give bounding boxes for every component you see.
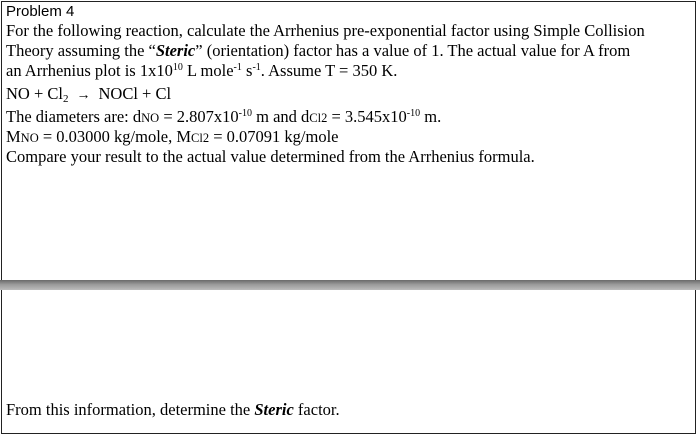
plus-sign: + (137, 84, 156, 103)
followup-question (6, 400, 340, 420)
problem-text-fragment: m. (420, 107, 442, 126)
exponent: -10 (406, 108, 421, 119)
compare-instruction: Compare your result to the actual value determined from the Arrhenius formula. (6, 147, 535, 166)
problem-text-fragment: M (6, 127, 21, 146)
problem-text-fragment: Theory assuming the “ (6, 41, 156, 60)
subscript-label: Cl (309, 111, 322, 125)
product-nocl: NOCl (98, 84, 138, 103)
reactant-no: NO (6, 84, 30, 103)
steric-term: Steric (155, 41, 196, 60)
reaction-arrow-icon: → (76, 88, 91, 103)
section-divider (0, 280, 700, 290)
problem-text-line-2 (6, 41, 630, 61)
subscript-label: NO (141, 111, 160, 125)
subscript-label: 2 (202, 131, 210, 145)
subscript: 2 (63, 93, 69, 105)
subscript-label: Cl (191, 131, 203, 145)
reaction-equation (6, 84, 171, 106)
exponent: -1 (233, 62, 242, 73)
problem-text-fragment: = 0.07091 kg/mole (209, 127, 339, 146)
problem-text-fragment: = 0.03000 kg/mole, M (38, 127, 192, 146)
exponent: -10 (238, 108, 252, 119)
followup-text-fragment: From this information, determine the (6, 400, 255, 419)
followup-text-fragment: factor. (293, 400, 340, 419)
problem-text-fragment: s (241, 61, 253, 80)
problem-text-fragment: The diameters are: d (6, 107, 142, 126)
problem-text-line-1: For the following reaction, calculate the Arrhenius pre-exponential factor using Simple Collision (6, 21, 645, 40)
product-cl: Cl (155, 84, 172, 103)
plus-sign: + (29, 84, 48, 103)
problem-text-fragment: = 3.545x10 (327, 107, 407, 126)
subscript-label: NO (20, 131, 39, 145)
subscript-label: 2 (321, 111, 328, 125)
reactant-cl2: Cl (47, 84, 63, 103)
diameters-line (6, 107, 441, 128)
problem-text-fragment: m and d (252, 107, 310, 126)
exponent: 10 (172, 62, 183, 73)
steric-term: Steric (254, 400, 294, 419)
problem-text-fragment: . Assume T = 350 K. (260, 61, 398, 80)
problem-text-fragment: an Arrhenius plot is 1x10 (6, 61, 173, 80)
problem-text-fragment: = 2.807x10 (159, 107, 239, 126)
masses-line (6, 127, 339, 148)
problem-title: Problem 4 (6, 3, 75, 20)
exponent: -1 (252, 62, 261, 73)
problem-text-line-3 (6, 61, 397, 81)
problem-text-fragment: L mole (182, 61, 234, 80)
problem-text-fragment: ” (orientation) factor has a value of 1. The actual value for A from (195, 41, 631, 60)
